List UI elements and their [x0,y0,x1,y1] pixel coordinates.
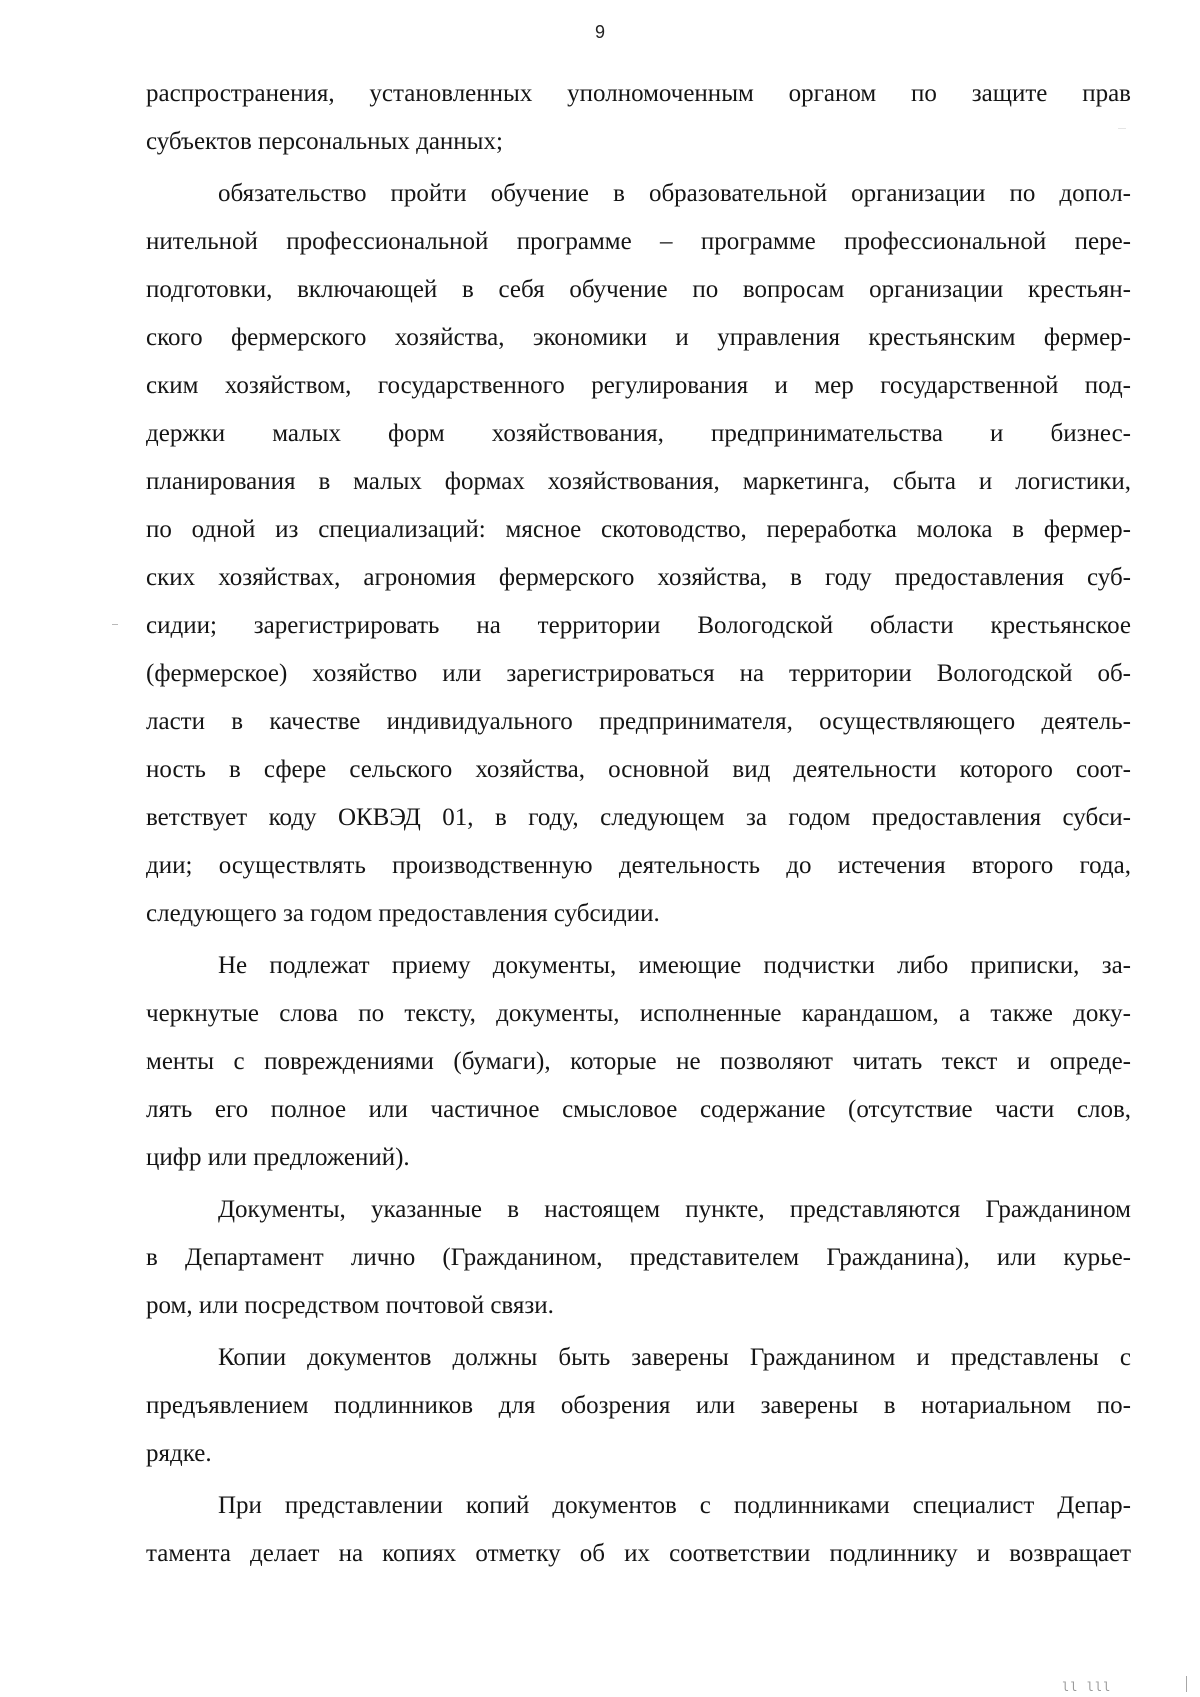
text-line: ветствует коду ОКВЭД 01, в году, следующем за годом предоставления субси- [146,804,1131,831]
text-line: подготовки, включающей в себя обучение по вопросам организации крестьян- [146,276,1131,303]
paragraph-originals [146,1482,1131,1578]
text-line: следующего за годом предоставления субсидии. [146,900,660,927]
text-line: нительной профессиональной программе – программе профессиональной пере- [146,228,1131,255]
text-line: в Департамент лично (Гражданином, представителем Гражданина), или курье- [146,1244,1131,1271]
text-line: предъявлением подлинников для обозрения или заверены в нотариальном по- [146,1392,1131,1419]
paragraph-rejected-documents [146,942,1131,1182]
text-line: Документы, указанные в настоящем пункте, представляются Гражданином [218,1196,1131,1223]
text-line: рядке. [146,1440,212,1467]
text-line: ром, или посредством почтовой связи. [146,1292,554,1319]
text-line: ским хозяйством, государственного регулирования и мер государственной под- [146,372,1131,399]
text-line: При представлении копий документов с подлинниками специалист Депар- [218,1492,1131,1519]
text-line: тамента делает на копиях отметку об их соответствии подлиннику и возвращает [146,1540,1131,1567]
scan-artifact [1118,128,1126,129]
text-line: ласти в качестве индивидуального предпринимателя, осуществляющего деятель- [146,708,1131,735]
paragraph-copies [146,1334,1131,1478]
text-line: ских хозяйствах, агрономия фермерского хозяйства, в году предоставления суб- [146,564,1131,591]
text-line: сидии; зарегистрировать на территории Вологодской области крестьянское [146,612,1131,639]
text-line: по одной из специализаций: мясное скотоводство, переработка молока в фермер- [146,516,1131,543]
text-line: цифр или предложений). [146,1144,410,1171]
text-line: ского фермерского хозяйства, экономики и управления крестьянским фермер- [146,324,1131,351]
paragraph-submission [146,1186,1131,1330]
text-line: Не подлежат приему документы, имеющие подчистки либо приписки, за- [218,952,1131,979]
page-number: 9 [594,22,605,42]
text-line: черкнутые слова по тексту, документы, исполненные карандашом, а также доку- [146,1000,1131,1027]
text-line: держки малых форм хозяйствования, предпринимательства и бизнес- [146,420,1131,447]
paragraph-obligation [146,170,1131,938]
paragraph-continuation [146,70,1131,166]
scan-artifact-marks: ll lll [1062,1680,1112,1694]
text-line: Копии документов должны быть заверены Гражданином и представлены с [218,1344,1131,1371]
text-line: лять его полное или частичное смысловое содержание (отсутствие части слов, [146,1096,1131,1123]
text-line: обязательство пройти обучение в образовательной организации по допол- [218,180,1131,207]
document-body [146,70,1131,1578]
text-line: планирования в малых формах хозяйствования, маркетинга, сбыта и логистики, [146,468,1131,495]
text-line: ность в сфере сельского хозяйства, основной вид деятельности которого соот- [146,756,1131,783]
text-line: дии; осуществлять производственную деятельность до истечения второго года, [146,852,1131,879]
text-line: субъектов персональных данных; [146,128,503,155]
text-line: распространения, установленных уполномоченным органом по защите прав [146,80,1131,107]
text-line: (фермерское) хозяйство или зарегистрироваться на территории Вологодской об- [146,660,1131,687]
scan-artifact [112,624,118,625]
scan-artifact [1186,1676,1187,1692]
text-line: менты с повреждениями (бумаги), которые не позволяют читать текст и опреде- [146,1048,1131,1075]
